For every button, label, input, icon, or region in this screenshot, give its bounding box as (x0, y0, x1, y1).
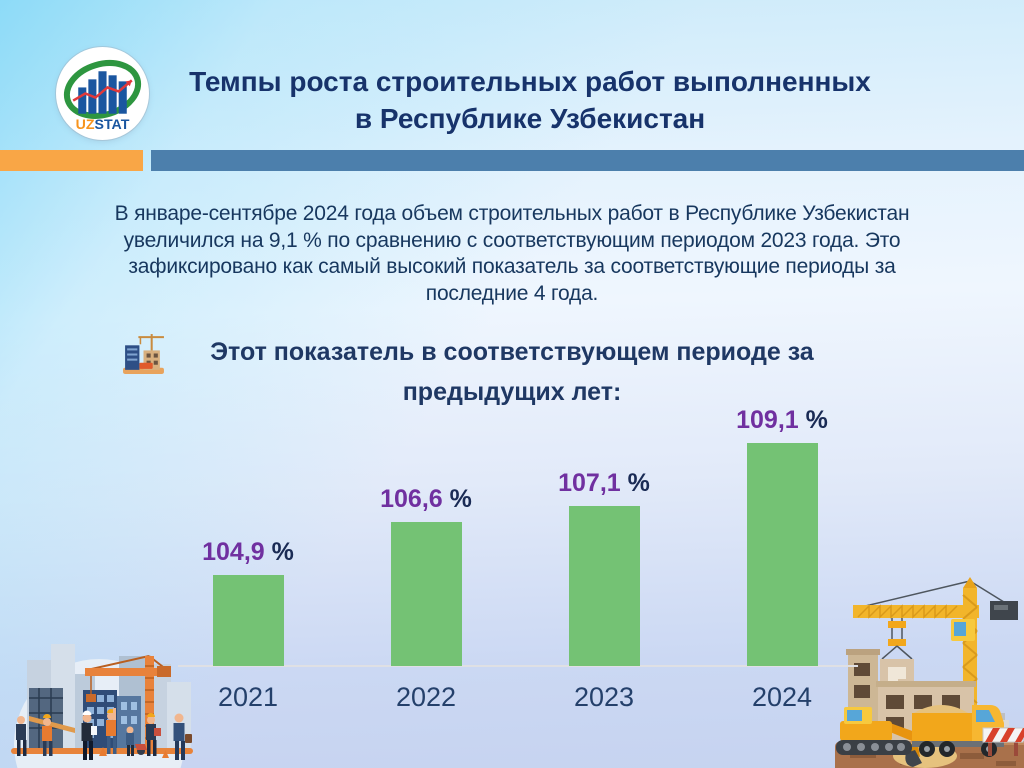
intro-line: зафиксировано как самый высокий показатель за соответствующие периоды за (128, 255, 896, 278)
bar-year-label: 2021 (217, 682, 279, 712)
intro-line: В январе-сентябре 2024 года объем строительных работ в Республике Узбекистан (114, 202, 910, 225)
accent-bar-blue (151, 150, 1024, 171)
page-title-line1: Темпы роста строительных работ выполненных (189, 66, 871, 97)
uzstat-logo-graphic (56, 47, 149, 140)
bar-value-label (558, 469, 650, 498)
bar-value-unit: % (449, 485, 472, 513)
intro-paragraph (58, 201, 966, 307)
page-title-line2: в Республике Узбекистан (354, 103, 706, 134)
bar-year-label: 2022 (395, 682, 457, 712)
chart-bar-2023 (569, 506, 640, 666)
workers-illustration (0, 598, 206, 768)
chart-heading-line2: предыдущих лет: (402, 378, 622, 406)
page-title (130, 63, 930, 137)
uzstat-logo (56, 47, 149, 140)
bar-value-unit: % (805, 406, 828, 434)
bar-year-label: 2023 (573, 682, 635, 712)
construction-site-icon (121, 332, 166, 376)
bar-value-label (202, 538, 294, 567)
bar-value-number: 107,1 (558, 469, 621, 497)
uzstat-logo-text: UZSTAT (75, 115, 130, 132)
bar-year-label: 2024 (751, 682, 813, 712)
intro-line: увеличился на 9,1 % по сравнению с соответствующим периодом 2023 года. Это (123, 228, 901, 252)
chart-bar-2024 (747, 443, 818, 666)
bar-value-number: 104,9 (202, 538, 265, 566)
accent-bar-orange (0, 150, 143, 171)
bar-value-unit: % (627, 469, 650, 497)
chart-bar-2021 (213, 575, 284, 666)
intro-line: последние 4 года. (425, 281, 599, 305)
chart-heading-line1: Этот показатель в соответствующем периоде за (210, 338, 814, 366)
bar-value-label (380, 485, 472, 514)
chart-bar-2022 (391, 522, 462, 666)
bar-value-label (736, 406, 828, 435)
bar-value-unit: % (271, 538, 294, 566)
bar-value-number: 109,1 (736, 406, 799, 434)
bar-value-number: 106,6 (380, 485, 443, 513)
bar-chart (178, 400, 858, 712)
worker-figures (16, 708, 192, 760)
